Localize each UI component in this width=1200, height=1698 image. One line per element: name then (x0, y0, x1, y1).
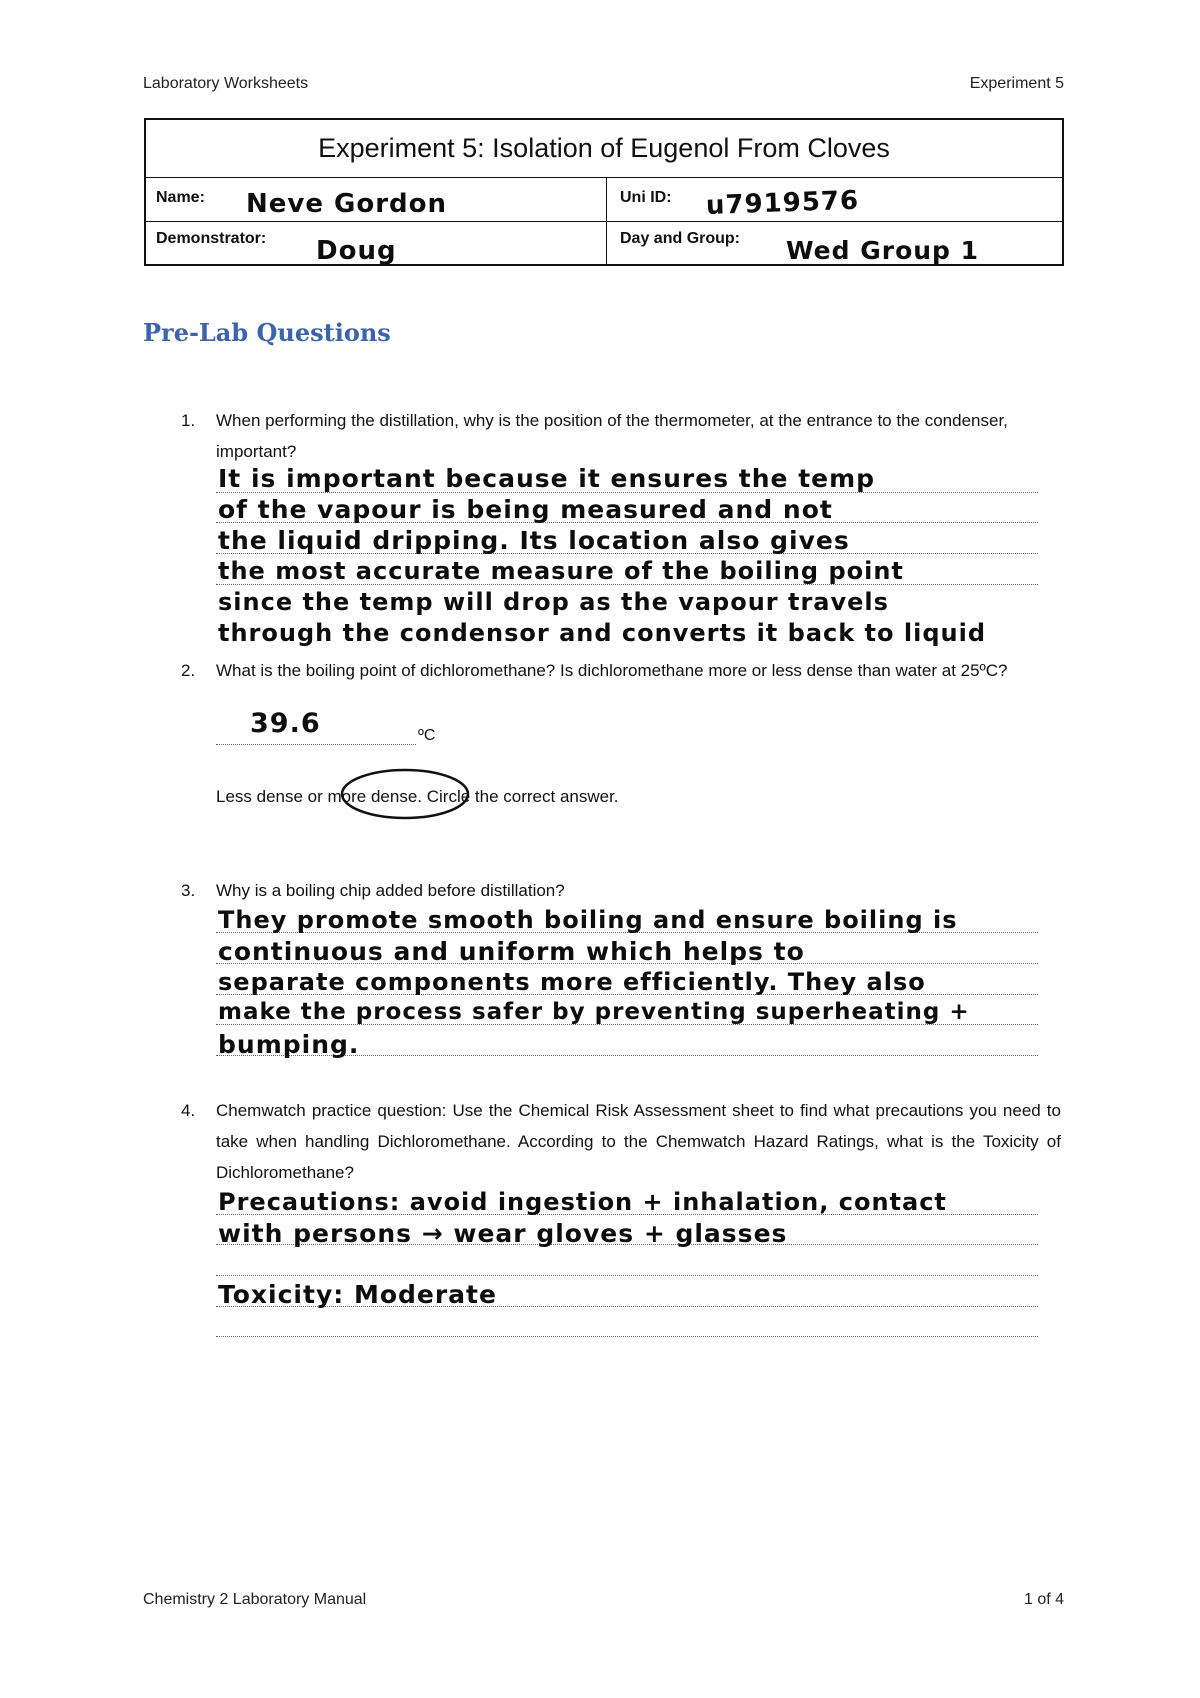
question-4-number: 4. (181, 1101, 196, 1120)
question-1-answer-line-6: through the condensor and converts it back to liquid (218, 619, 986, 647)
choice-less-dense: Less dense or (216, 787, 328, 806)
info-table (144, 118, 1064, 266)
day-group-label: Day and Group: (620, 230, 741, 247)
question-1-answer-line-4: the most accurate measure of the boiling point (218, 557, 904, 585)
question-3-number: 3. (181, 881, 196, 900)
demonstrator-value: Doug (316, 236, 397, 266)
boiling-point-unit: ºC (418, 727, 436, 744)
uni-id-label: Uni ID: (620, 189, 672, 206)
experiment-title: Experiment 5: Isolation of Eugenol From Cloves (146, 120, 1062, 178)
question-1-number: 1. (181, 411, 196, 430)
answer-line (216, 1336, 1038, 1337)
page-header-right: Experiment 5 (969, 75, 1064, 92)
section-title: Pre-Lab Questions (143, 318, 391, 347)
question-1-text: When performing the distillation, why is the position of the thermometer, at the entrance to the condenser, important? (216, 411, 1008, 461)
question-4-answer-line-4: Toxicity: Moderate (218, 1280, 497, 1309)
question-3-answer-line-5: bumping. (218, 1030, 360, 1059)
question-4-answer-line-2: with persons → wear gloves + glasses (218, 1219, 788, 1248)
question-4-text: Chemwatch practice question: Use the Chemical Risk Assessment sheet to find what precautions you need to take when handling Dichloromethane. According to the Chemwatch Hazard Ratings, what is the Toxicity of Dichloromethane? (216, 1101, 1061, 1182)
name-value: Neve Gordon (246, 189, 448, 219)
question-3-text: Why is a boiling chip added before distillation? (216, 881, 565, 900)
table-divider (606, 177, 607, 266)
name-label: Name: (156, 189, 205, 206)
page-number: 1 of 4 (1023, 1591, 1064, 1608)
question-1-answer-line-1: It is important because it ensures the temp (218, 464, 876, 493)
page-footer-left: Chemistry 2 Laboratory Manual (143, 1591, 367, 1608)
demonstrator-label: Demonstrator: (156, 230, 267, 247)
choice-more-dense[interactable]: more dense. (327, 787, 423, 806)
question-1-answer-line-3: the liquid dripping. Its location also gives (218, 526, 850, 555)
info-row-demonstrator (146, 222, 1062, 266)
choice-instruction: Circle the correct answer. (422, 787, 619, 806)
answer-line (216, 1275, 1038, 1276)
question-2-number: 2. (181, 661, 196, 680)
boiling-point-line (216, 744, 416, 745)
boiling-point-value: 39.6 (250, 708, 321, 739)
question-2-text: What is the boiling point of dichloromethane? Is dichloromethane more or less dense than water at 25ºC? (216, 661, 1008, 680)
info-row-name (146, 177, 1062, 222)
question-1-answer-line-5: since the temp will drop as the vapour travels (218, 588, 889, 616)
page-header-left: Laboratory Worksheets (143, 75, 309, 92)
question-3-answer-line-1: They promote smooth boiling and ensure boiling is (218, 906, 958, 934)
answer-circle (335, 764, 475, 824)
question-3-answer-line-4: make the process safer by preventing superheating + (218, 999, 970, 1025)
question-3-answer-line-2: continuous and uniform which helps to (218, 937, 805, 966)
uni-id-value: u7919576 (705, 185, 860, 221)
question-3-answer-line-3: separate components more efficiently. They also (218, 968, 926, 996)
day-group-value: Wed Group 1 (786, 236, 980, 265)
question-1-answer-line-2: of the vapour is being measured and not (218, 495, 833, 524)
question-4-answer-line-1: Precautions: avoid ingestion + inhalation, contact (218, 1188, 947, 1216)
